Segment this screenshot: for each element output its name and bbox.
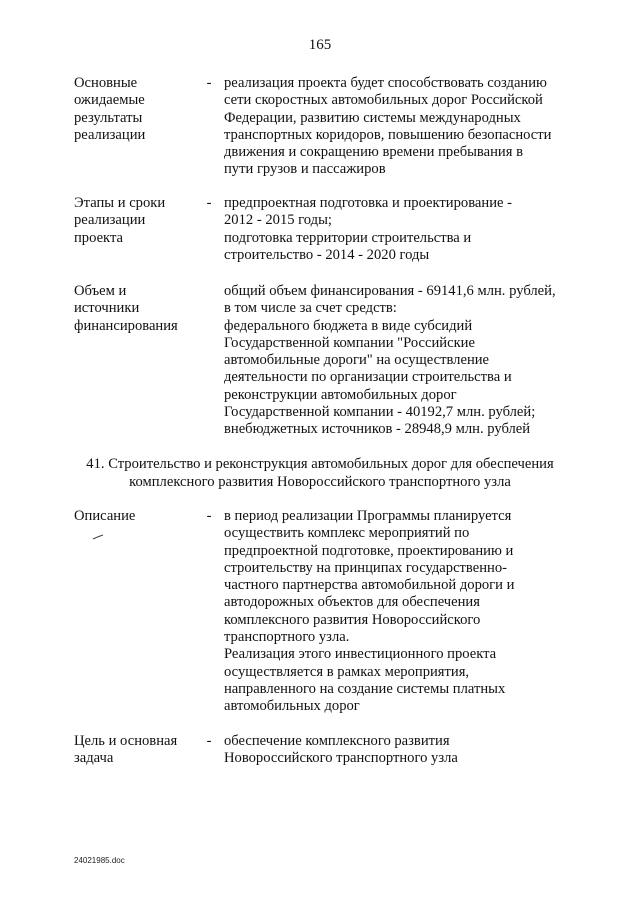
funding-line: реконструкции автомобильных дорог [224, 386, 457, 403]
funding-line: Государственной компании "Российские [224, 334, 475, 351]
funding-label: Объем и источники финансирования [74, 283, 178, 334]
description-line: Реализация этого инвестиционного проекта [224, 646, 497, 663]
description-line: комплексного развития Новороссийского [224, 611, 481, 628]
funding-line: Государственной компании - 40192,7 млн. рублей; [224, 404, 536, 421]
pen-mark [92, 534, 104, 540]
description-label: Описание [74, 508, 136, 524]
description-text [224, 508, 576, 716]
stages-line: строительство - 2014 - 2020 годы [224, 246, 430, 263]
stages-line: подготовка территории строительства и [224, 229, 472, 246]
results-line: движения и сокращению времени пребывания в [224, 144, 523, 161]
funding-text [224, 283, 576, 439]
description-line: автодорожных объектов для обеспечения [224, 594, 480, 611]
stages-text [224, 195, 576, 264]
goal-line: обеспечение комплексного развития [224, 733, 450, 749]
stages-label: Этапы и сроки реализации проекта [74, 195, 166, 246]
stages-dash: - [206, 195, 212, 211]
goal-label: Цель и основная задача [74, 733, 178, 767]
results-line: реализация проекта будет способствовать созданию [224, 75, 547, 91]
description-line: осуществить комплекс мероприятий по [224, 525, 470, 542]
funding-line: федерального бюджета в виде субсидий [224, 317, 473, 334]
funding-line: деятельности по организации строительства и [224, 369, 512, 386]
funding-line: общий объем финансирования - 69141,6 млн. рублей, [224, 283, 556, 299]
description-line: транспортного узла. [224, 629, 350, 646]
funding-line: внебюджетных источников - 28948,9 млн. рублей [224, 421, 531, 438]
results-text [224, 75, 576, 179]
stages-line: 2012 - 2015 годы; [224, 212, 332, 229]
description-line: осуществляется в рамках мероприятия, [224, 663, 470, 680]
results-line: транспортных коридоров, повышению безопасности [224, 126, 552, 143]
description-line: предпроектной подготовке, проектированию и [224, 542, 514, 559]
description-dash: - [206, 508, 212, 524]
funding-line: автомобильные дороги" на осуществление [224, 352, 490, 369]
description-line: строительству на принципах государственно- [224, 559, 507, 576]
section-heading [60, 455, 580, 491]
stages-line: предпроектная подготовка и проектирование - [224, 195, 512, 211]
goal-line: Новороссийского транспортного узла [224, 750, 458, 767]
results-line: сети скоростных автомобильных дорог Российской [224, 92, 543, 109]
description-line: автомобильных дорог [224, 698, 360, 715]
goal-text [224, 733, 576, 768]
funding-line: в том числе за счет средств: [224, 300, 397, 317]
section-heading-line: комплексного развития Новороссийского транспортного узла [129, 474, 511, 490]
page-number: 165 [308, 37, 332, 53]
results-label: Основные ожидаемые результаты реализации [74, 75, 146, 143]
results-line: пути грузов и пассажиров [224, 161, 386, 178]
goal-dash: - [206, 733, 212, 749]
footer-filename: 24021985.doc [74, 856, 125, 865]
description-line: частного партнерства автомобильной дороги и [224, 577, 515, 594]
description-line: направленного на создание системы платных [224, 680, 506, 697]
results-dash: - [206, 75, 212, 91]
description-line: в период реализации Программы планируется [224, 508, 512, 524]
section-heading-line: 41. Строительство и реконструкция автомобильных дорог для обеспечения [86, 456, 554, 472]
results-line: Федерации, развитию системы международных [224, 109, 521, 126]
